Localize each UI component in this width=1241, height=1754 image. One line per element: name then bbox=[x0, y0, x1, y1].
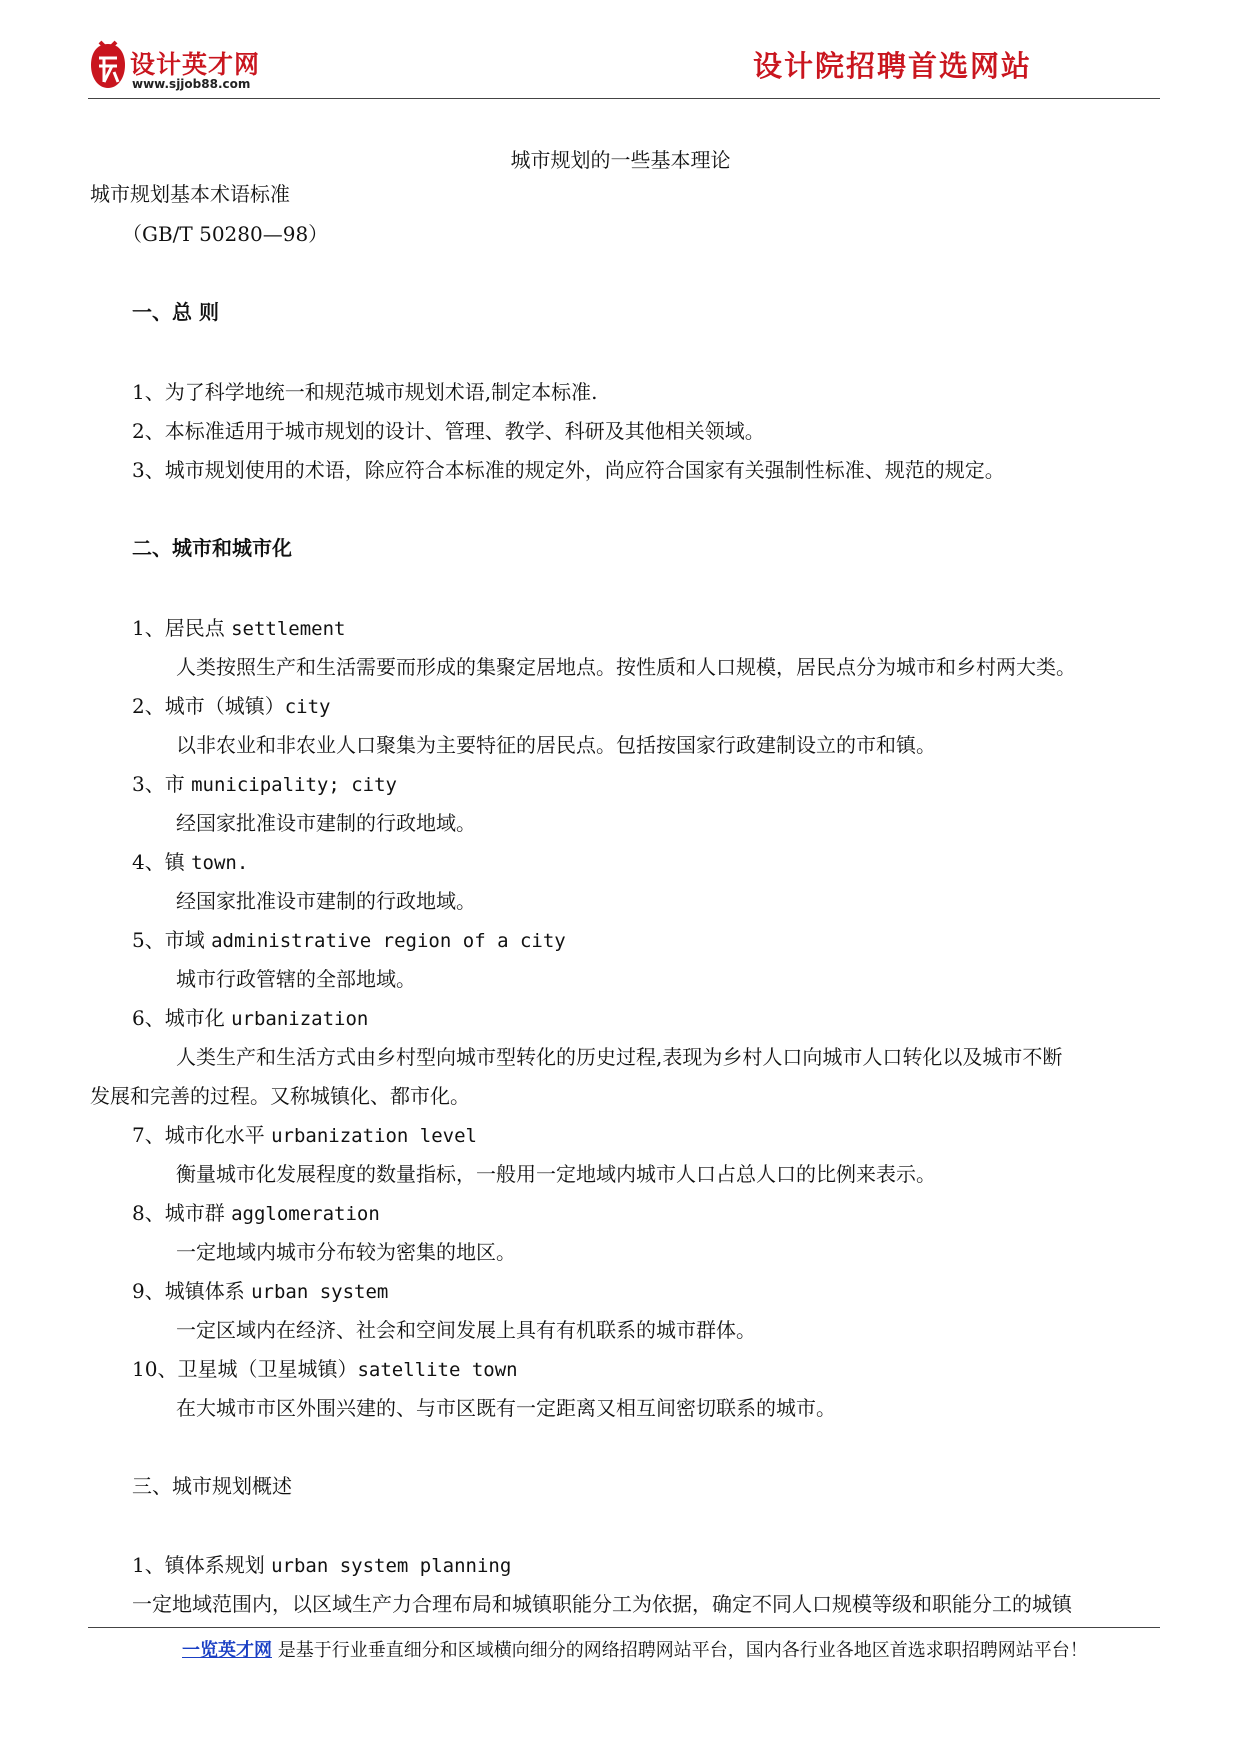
term-number: 6、 bbox=[132, 1006, 165, 1030]
term-chinese: 城市化水平 bbox=[164, 1123, 265, 1147]
term-definition: 一定区域内在经济、社会和空间发展上具有有机联系的城市群体。 bbox=[176, 1318, 756, 1342]
section-heading: 三、城市规划概述 bbox=[132, 1474, 292, 1498]
term-english: urban system bbox=[251, 1281, 389, 1303]
standard-name: 城市规划基本术语标准 bbox=[90, 182, 290, 206]
term-chinese: 镇体系规划 bbox=[164, 1553, 265, 1577]
term-chinese: 市 bbox=[164, 772, 185, 796]
term-entry bbox=[132, 1123, 477, 1148]
term-entry bbox=[132, 1357, 518, 1382]
term-entry bbox=[132, 1006, 368, 1031]
term-chinese: 城镇体系 bbox=[164, 1279, 245, 1303]
term-definition-continued: 发展和完善的过程。又称城镇化、都市化。 bbox=[90, 1084, 470, 1108]
term-number: 10、 bbox=[132, 1357, 178, 1381]
term-definition: 城市行政管辖的全部地域。 bbox=[176, 967, 416, 991]
page-header bbox=[88, 34, 1160, 99]
logo-url: www.sjjob88.com bbox=[132, 77, 251, 91]
term-number: 3、 bbox=[132, 772, 165, 796]
footer-site-link[interactable]: 一览英才网 bbox=[182, 1640, 272, 1661]
term-number: 1、 bbox=[132, 1553, 165, 1577]
term-english: town. bbox=[191, 852, 249, 874]
term-definition: 人类按照生产和生活需要而形成的集聚定居地点。按性质和人口规模，居民点分为城市和乡村两大类。 bbox=[176, 655, 1076, 679]
logo-title: 设计英才网 bbox=[130, 50, 261, 79]
list-item: 1、为了科学地统一和规范城市规划术语,制定本标准. bbox=[132, 380, 598, 404]
term-definition: 经国家批准设市建制的行政地域。 bbox=[176, 889, 476, 913]
term-english: urbanization level bbox=[271, 1125, 477, 1147]
header-slogan: 设计院招聘首选网站 bbox=[752, 49, 1032, 83]
term-entry bbox=[132, 928, 566, 953]
term-english: satellite town bbox=[357, 1359, 518, 1381]
page-footer bbox=[182, 1636, 1088, 1662]
term-chinese: 镇 bbox=[164, 850, 185, 874]
standard-code: （GB/T 50280—98） bbox=[122, 222, 329, 246]
term-definition: 经国家批准设市建制的行政地域。 bbox=[176, 811, 476, 835]
term-english: urbanization bbox=[231, 1008, 369, 1030]
term-entry bbox=[132, 1201, 380, 1226]
list-item: 2、本标准适用于城市规划的设计、管理、教学、科研及其他相关领域。 bbox=[132, 419, 765, 443]
term-chinese: 城市群 bbox=[164, 1201, 225, 1225]
document-title: 城市规划的一些基本理论 bbox=[510, 148, 731, 172]
term-number: 2、 bbox=[132, 694, 165, 718]
term-chinese: 城市（城镇） bbox=[164, 694, 285, 718]
term-english: agglomeration bbox=[231, 1203, 380, 1225]
term-number: 5、 bbox=[132, 928, 165, 952]
term-entry bbox=[132, 850, 248, 875]
term-chinese: 居民点 bbox=[164, 616, 225, 640]
term-definition: 以非农业和非农业人口聚集为主要特征的居民点。包括按国家行政建制设立的市和镇。 bbox=[176, 733, 936, 757]
term-english: administrative region of a city bbox=[211, 930, 566, 952]
footer-divider bbox=[88, 1627, 1160, 1628]
term-entry bbox=[132, 1553, 511, 1578]
term-definition: 一定地域内城市分布较为密集的地区。 bbox=[176, 1240, 516, 1264]
term-number: 1、 bbox=[132, 616, 165, 640]
footer-text: 是基于行业垂直细分和区域横向细分的网络招聘网站平台，国内各行业各地区首选求职招聘网站平台！ bbox=[277, 1640, 1088, 1661]
term-definition: 人类生产和生活方式由乡村型向城市型转化的历史过程,表现为乡村人口向城市人口转化以及城市不断 bbox=[176, 1045, 1063, 1069]
term-entry bbox=[132, 694, 331, 719]
term-chinese: 卫星城（卫星城镇） bbox=[177, 1357, 358, 1381]
term-number: 9、 bbox=[132, 1279, 165, 1303]
site-logo[interactable] bbox=[88, 38, 288, 92]
term-chinese: 城市化 bbox=[164, 1006, 225, 1030]
term-definition: 衡量城市化发展程度的数量指标，一般用一定地域内城市人口占总人口的比例来表示。 bbox=[176, 1162, 936, 1186]
term-number: 7、 bbox=[132, 1123, 165, 1147]
term-entry bbox=[132, 772, 397, 797]
term-number: 4、 bbox=[132, 850, 165, 874]
logo-mark-icon bbox=[88, 38, 128, 92]
section-heading: 二、城市和城市化 bbox=[132, 536, 292, 560]
term-english: settlement bbox=[231, 618, 346, 640]
term-number: 8、 bbox=[132, 1201, 165, 1225]
term-english: city bbox=[284, 696, 331, 718]
list-item: 3、城市规划使用的术语，除应符合本标准的规定外，尚应符合国家有关强制性标准、规范的规定。 bbox=[132, 458, 1005, 482]
term-definition: 一定地域范围内，以区域生产力合理布局和城镇职能分工为依据，确定不同人口规模等级和职能分工的城镇 bbox=[132, 1592, 1072, 1616]
term-chinese: 市域 bbox=[164, 928, 205, 952]
term-english: urban system planning bbox=[271, 1555, 512, 1577]
section-heading: 一、总 则 bbox=[132, 300, 219, 324]
term-entry bbox=[132, 1279, 388, 1304]
term-english: municipality; city bbox=[191, 774, 397, 796]
term-definition: 在大城市市区外围兴建的、与市区既有一定距离又相互间密切联系的城市。 bbox=[176, 1396, 836, 1420]
term-entry bbox=[132, 616, 345, 641]
